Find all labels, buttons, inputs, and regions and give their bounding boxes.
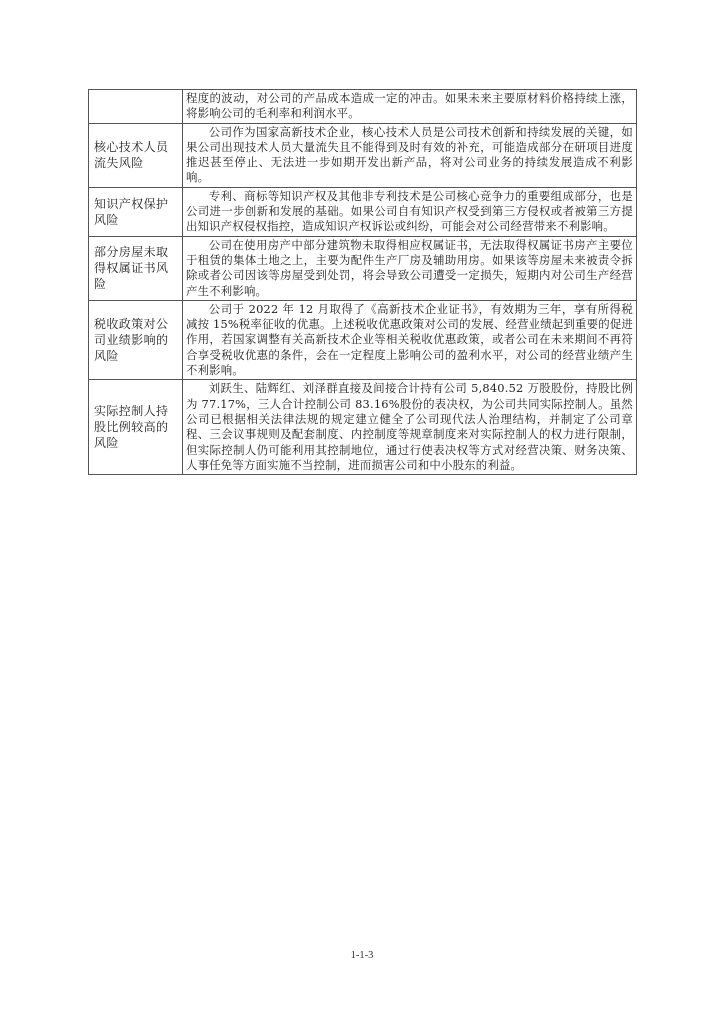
risk-name-cell: 部分房屋未取得权属证书风险 bbox=[89, 236, 183, 300]
table-row bbox=[89, 90, 637, 124]
risk-factor-table bbox=[88, 89, 637, 475]
risk-description-cell: 公司于 2022 年 12 月取得了《高新技术企业证书》，有效期为三年，享有所得税减按 15%税率征收的优惠。上述税收优惠政策对公司的发展、经营业绩起到重要的促进作用，若国家调整有关高新技术企业等相关税收优惠政策，或者公司在未来期间不再符合享受税收优惠的条件，会在一定程度上影响公司的盈利水平，对公司的经营业绩产生不利影响。 bbox=[183, 300, 637, 379]
risk-description-cell: 专利、商标等知识产权及其他非专利技术是公司核心竞争力的重要组成部分，也是公司进一步创新和发展的基础。如果公司自有知识产权受到第三方侵权或者被第三方提出知识产权侵权指控，造成知识产权诉讼或纠纷，可能会对公司经营带来不利影响。 bbox=[183, 187, 637, 236]
table-row bbox=[89, 236, 637, 300]
risk-name-cell: 实际控制人持股比例较高的风险 bbox=[89, 380, 183, 475]
risk-description-cell: 公司在使用房产中部分建筑物未取得相应权属证书，无法取得权属证书房产主要位于租赁的集体土地之上，主要为配件生产厂房及辅助用房。如果该等房屋未来被责令拆除或者公司因该等房屋受到处罚，将会导致公司遭受一定损失，短期内对公司生产经营产生不利影响。 bbox=[183, 236, 637, 300]
risk-name-cell: 知识产权保护风险 bbox=[89, 187, 183, 236]
table-row bbox=[89, 300, 637, 379]
risk-description-cell: 刘跃生、陆辉红、刘泽群直接及间接合计持有公司 5,840.52 万股股份，持股比例为 77.17%，三人合计控制公司 83.16%股份的表决权，为公司共同实际控制人。虽然公司已根据相关法律法规的规定建立健全了公司现代法人治理结构，并制定了公司章程、三会议事规则及配套制度、内控制度等规章制度来对实际控制人的权力进行限制，但实际控制人仍可能利用其控制地位，通过行使表决权等方式对经营决策、财务决策、人事任免等方面实施不当控制，进而损害公司和中小股东的利益。 bbox=[183, 380, 637, 475]
risk-name-cell bbox=[89, 90, 183, 124]
table-row bbox=[89, 380, 637, 475]
risk-name-cell: 税收政策对公司业绩影响的风险 bbox=[89, 300, 183, 379]
risk-description-cell: 程度的波动，对公司的产品成本造成一定的冲击。如果未来主要原材料价格持续上涨，将影响公司的毛利率和利润水平。 bbox=[183, 90, 637, 124]
page-number: 1-1-3 bbox=[350, 950, 374, 961]
table-row bbox=[89, 123, 637, 187]
table-row bbox=[89, 187, 637, 236]
risk-name-cell: 核心技术人员流失风险 bbox=[89, 123, 183, 187]
risk-description-cell: 公司作为国家高新技术企业，核心技术人员是公司技术创新和持续发展的关键，如果公司出现技术人员大量流失且不能得到及时有效的补充，可能造成部分在研项目进度推迟甚至停止、无法进一步如期开发出新产品，将对公司业务的持续发展造成不利影响。 bbox=[183, 123, 637, 187]
